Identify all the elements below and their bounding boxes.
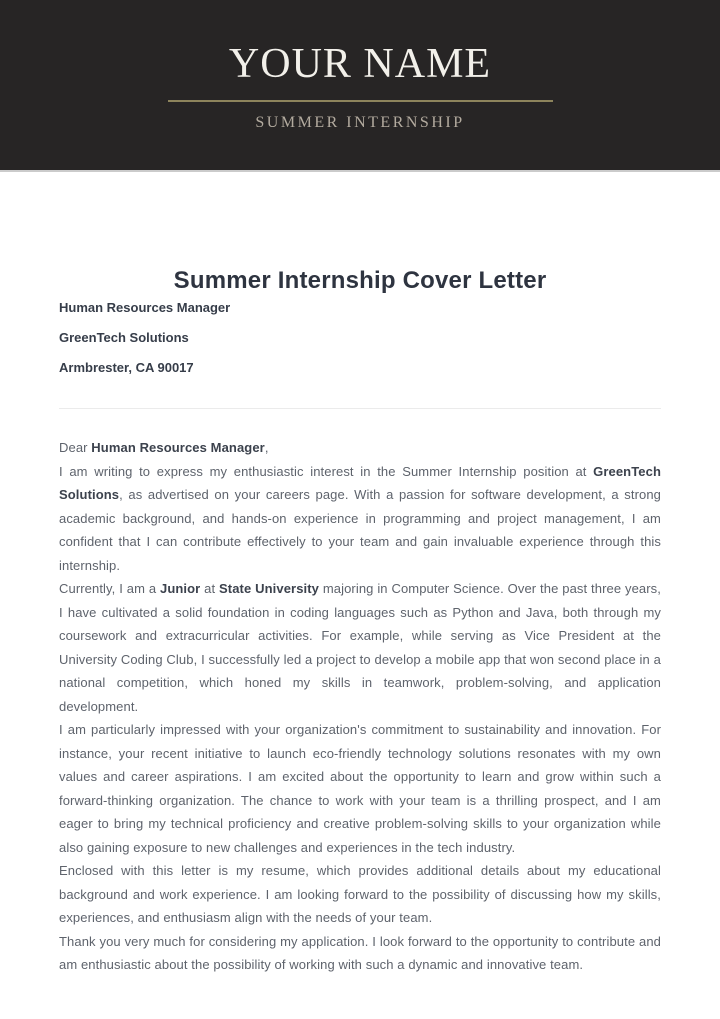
university-name-bold: State University: [219, 581, 320, 596]
recipient-block: [59, 301, 661, 374]
document-body: [0, 172, 720, 977]
class-year-bold: Junior: [160, 581, 201, 596]
letterhead-banner: [0, 0, 720, 172]
document-title: Summer Internship Cover Letter: [173, 267, 547, 294]
company-name-bold: GreenTech Solutions: [59, 463, 661, 502]
paragraph-text: I am writing to express my enthusiastic interest in the Summer Internship position at: [59, 463, 594, 479]
letter-paragraph-enclosure: Enclosed with this letter is my resume, which provides additional details about my educational background and work experience. I am looking forward to the possibility of discussing how my skills, experiences, and enthusiasm align with the needs of your team.: [59, 863, 661, 925]
letter-paragraph-closing: Thank you very much for considering my application. I look forward to the opportunity to contribute and am enthusiastic about the possibility of working with such a dynamic and innovative team.: [59, 933, 661, 972]
paragraph-text: majoring in Computer Science. Over the past three years, I have cultivated a solid foundation in coding languages such as Python and Java, both through my coursework and extracurricular activities. For example, while serving as Vice President at the University Coding Club, I successfully led a project to develop a mobile app that won second place in a national competition, which honed my skills in teamwork, problem-solving, and application development.: [59, 581, 661, 714]
recipient-line-role: Human Resources Manager: [59, 300, 231, 315]
section-divider: [59, 408, 661, 409]
salutation-recipient-name: Human Resources Manager: [91, 440, 265, 455]
recipient-line-company: GreenTech Solutions: [59, 330, 189, 345]
salutation-suffix: ,: [264, 440, 269, 455]
letter-paragraph-education: [59, 577, 661, 718]
letterhead-name: YOUR NAME: [228, 41, 492, 87]
letterhead-subtitle: SUMMER INTERNSHIP: [255, 114, 465, 131]
letterhead-gold-rule: [168, 100, 553, 102]
paragraph-text: at: [200, 581, 220, 596]
salutation-prefix: Dear: [59, 440, 92, 455]
recipient-line-address: Armbrester, CA 90017: [59, 360, 194, 375]
paragraph-text: , as advertised on your careers page. With a passion for software development, a strong academic background, and hands-on experience in programming and project management, I am confident that I can contribute effectively to your team and gain invaluable experience through this internship.: [59, 487, 661, 573]
salutation-line: [59, 436, 661, 460]
letter-paragraph-intro: [59, 460, 661, 578]
letter-paragraph-company-interest: I am particularly impressed with your organization's commitment to sustainability and innovation. For instance, your recent initiative to launch eco-friendly technology solutions resonates with my own values and career aspirations. I am excited about the opportunity to learn and grow within such a forward-thinking organization. The chance to work with your team is a thrilling prospect, and I am eager to bring my technical proficiency and creative problem-solving skills to your organization while also gaining exposure to new challenges and experiences in the tech industry.: [59, 722, 661, 855]
paragraph-text: Currently, I am a: [59, 581, 160, 596]
letter-text: [59, 436, 661, 977]
